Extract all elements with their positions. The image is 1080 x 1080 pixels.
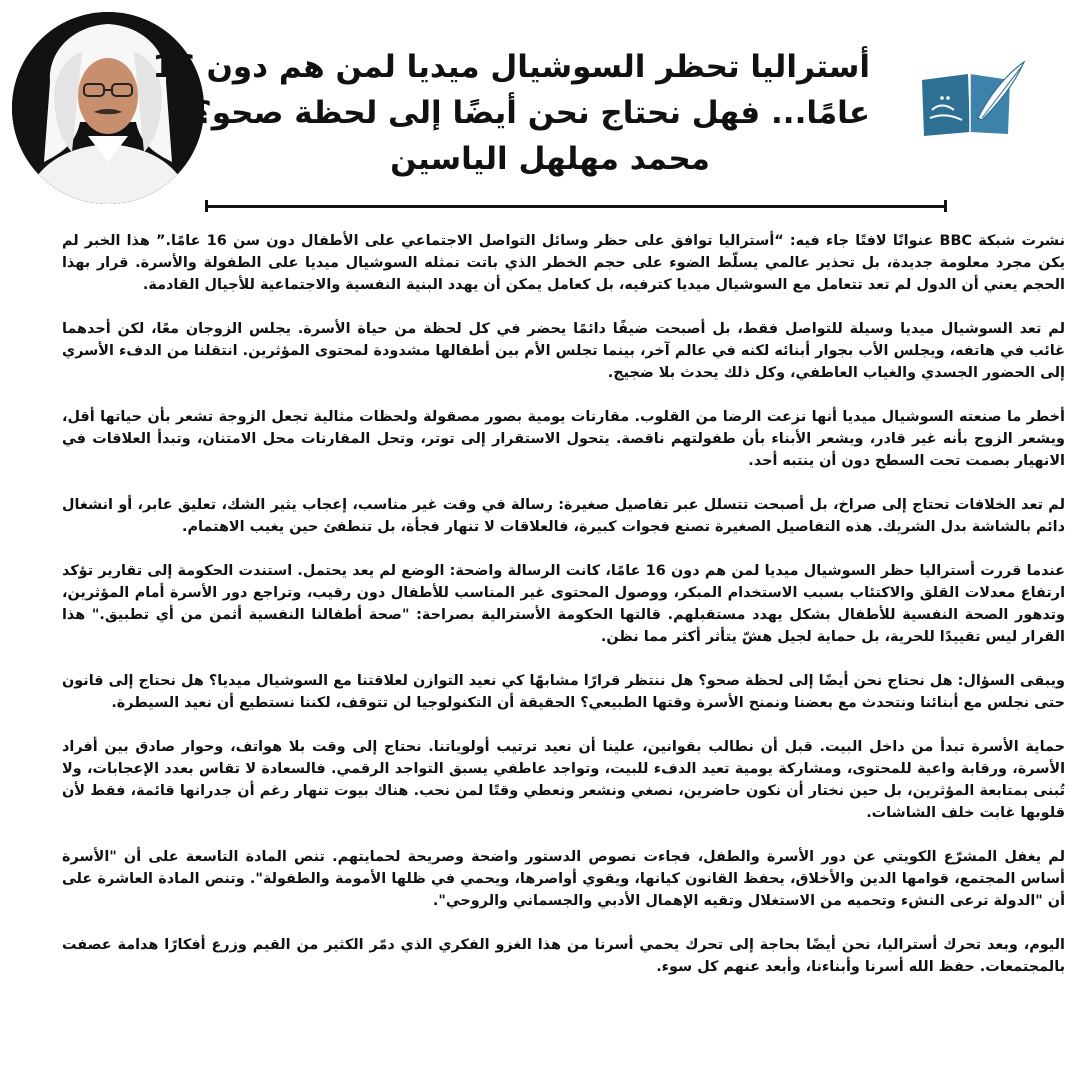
divider-cap-right	[944, 200, 947, 212]
article-paragraph: ويبقى السؤال: هل نحتاج نحن أيضًا إلى لحظة صحو؟ هل ننتظر قرارًا مشابهًا كي نعيد التوازن لعلاقتنا مع السوشيال ميديا؟ هل نحتاج إلى قانون حتى نجلس مع أبنائنا ونتحدث مع بعضنا ونمنح الأسرة وقتها الطبيعي؟ الحقيقة أن التكنولوجيا لن تتوقف، لكننا نستطيع أن نعيد السيطرة.	[62, 673, 1065, 711]
book-quill-icon	[918, 58, 1028, 138]
article-title-line-2: عامًا... فهل نحتاج نحن أيضًا إلى لحظة صحو؟	[193, 95, 870, 131]
author-avatar	[12, 12, 204, 204]
article-paragraph: لم تعد الخلافات تحتاج إلى صراخ، بل أصبحت تتسلل عبر تفاصيل صغيرة: رسالة في وقت غير مناسب، إعجاب يثير الشك، تعليق عابر، أو انشغال دائم بالشاشة بدل الشريك. هذه التفاصيل الصغيرة تصنع فجوات كبيرة، فالعلاقات لا تنهار فجأة، بل تنطفئ حين يغيب الاهتمام.	[62, 497, 1065, 535]
article-paragraph: أخطر ما صنعته السوشيال ميديا أنها نزعت الرضا من القلوب. مقارنات يومية بصور مصقولة ولحظات مثالية تجعل الزوجة تشعر بأن حياتها أقل، ويشعر الزوج بأنه غير قادر، ويشعر الأبناء بأن طفولتهم ناقصة. يتحول الاستقرار إلى توتر، وتحل المقارنات محل الامتنان، وتبدأ العلاقات في الانهيار بصمت تحت السطح دون أن ينتبه أحد.	[62, 409, 1065, 469]
article-paragraph: عندما قررت أستراليا حظر السوشيال ميديا لمن هم دون 16 عامًا، كانت الرسالة واضحة: الوضع لم يعد يحتمل. استندت الحكومة إلى تقارير تؤكد ارتفاع معدلات القلق والاكتئاب بسبب الاستخدام المبكر، ووصول المحتوى غير المناسب للأطفال دون رقيب، وتراجع دور الأسرة أمام المؤثرين، وتدهور الصحة النفسية للأطفال بشكل يهدد مستقبلهم. قالتها الحكومة الأسترالية بصراحة: "صحة أطفالنا النفسية أثمن من أي تطبيق." هذا القرار ليس تقييدًا للحرية، بل حماية لجيل هشّ يتأثر أكثر مما نظن.	[62, 563, 1065, 645]
article-title-line-1: أستراليا تحظر السوشيال ميديا لمن هم دون 16	[152, 49, 870, 85]
author-portrait-image	[12, 12, 204, 204]
article-body	[62, 230, 1065, 1000]
article-paragraph: لم تعد السوشيال ميديا وسيلة للتواصل فقط، بل أصبحت ضيفًا دائمًا يحضر في كل لحظة من حياة الأسرة. يجلس الزوجان معًا، لكن أحدهما غائب في هاتفه، ويجلس الأب بجوار أبنائه لكنه في عالم آخر، بينما تجلس الأم بين أطفالها مشدودة لمحتوى المؤثرين. انتقلنا من الدفء الأسري إلى الحضور الجسدي والغياب العاطفي، وكل ذلك يحدث بلا ضجيج.	[62, 321, 1065, 381]
article-paragraph: حماية الأسرة تبدأ من داخل البيت. قبل أن نطالب بقوانين، علينا أن نعيد ترتيب أولوياتنا. نحتاج إلى وقت بلا هواتف، وحوار صادق بين أفراد الأسرة، ورقابة واعية للمحتوى، ومشاركة يومية تعيد الدفء للبيت، وتواجد عاطفي يسبق التواجد الرقمي. فالسعادة لا تقاس بعدد الإعجابات، ولا تُبنى بمتابعة المؤثرين، بل حين نختار أن نكون حاضرين، نصغي ونشعر ونعطي وقتًا لمن نحب. هناك بيوت تنهار رغم أن جدرانها قائمة، فقط لأن قلوبها غابت خلف الشاشات.	[62, 739, 1065, 821]
publisher-logo	[918, 58, 1028, 138]
author-name: محمد مهلهل الياسين	[390, 141, 710, 177]
article-header	[152, 44, 870, 182]
divider-bar	[205, 205, 947, 208]
divider-cap-left	[205, 200, 208, 212]
article-paragraph: اليوم، وبعد تحرك أستراليا، نحن أيضًا بحاجة إلى تحرك يحمي أسرنا من هذا الغزو الفكري الذي دمّر الكثير من القيم وزرع أفكارًا هدامة عصفت بالمجتمعات. حفظ الله أسرنا وأبناءنا، وأبعد عنهم كل سوء.	[62, 937, 1065, 975]
article-paragraph: نشرت شبكة BBC عنوانًا لافتًا جاء فيه: “أستراليا توافق على حظر وسائل التواصل الاجتماعي على الأطفال دون سن 16 عامًا.” هذا الخبر لم يكن مجرد معلومة جديدة، بل تحذير عالمي يسلّط الضوء على حجم الخطر الذي باتت تمثله السوشيال ميديا على الطفولة والأسرة. قرار بهذا الحجم يعني أن الدول لم تعد تتعامل مع السوشيال ميديا كترفيه، بل كعامل يمكن أن يهدد البنية النفسية والاجتماعية للأجيال القادمة.	[62, 233, 1065, 293]
header-divider	[205, 200, 947, 212]
article-paragraph: لم يغفل المشرّع الكويتي عن دور الأسرة والطفل، فجاءت نصوص الدستور واضحة وصريحة لحمايتهم. تنص المادة التاسعة على أن "الأسرة أساس المجتمع، قوامها الدين والأخلاق، يحفظ القانون كيانها، ويقوي أواصرها، ويحمي في ظلها الأمومة والطفولة". وتنص المادة العاشرة على أن "الدولة ترعى النشء وتحميه من الاستغلال وتقيه الإهمال الأدبي والجسماني والروحي".	[62, 849, 1065, 909]
